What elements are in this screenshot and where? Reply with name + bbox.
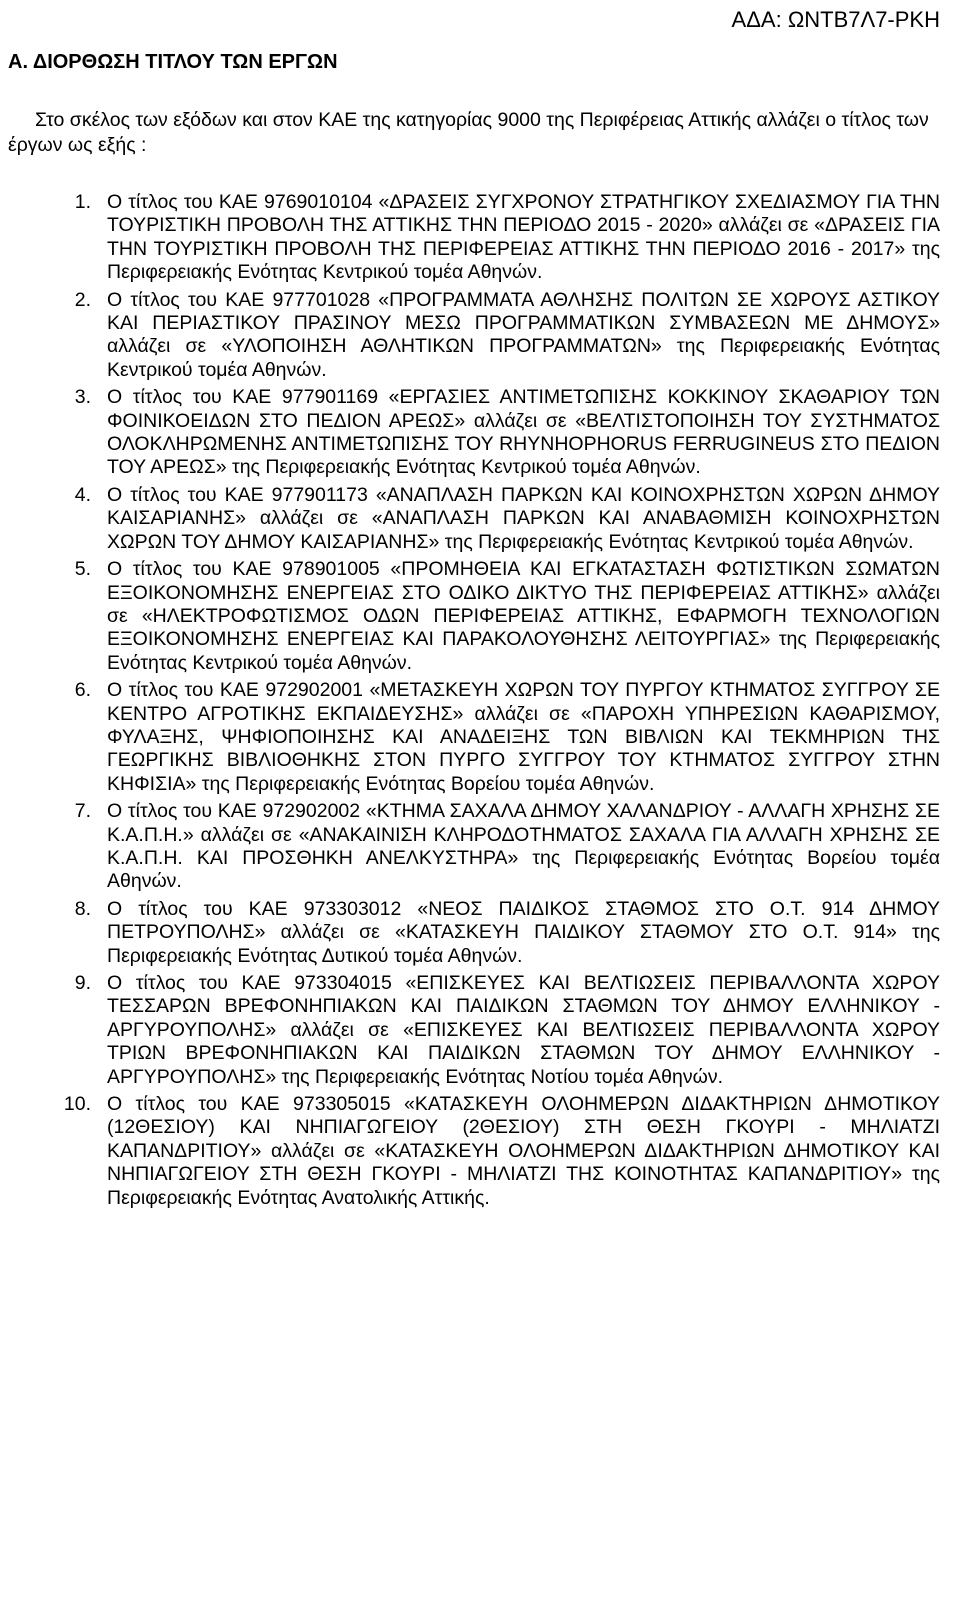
item-number: 7. <box>74 800 91 823</box>
item-text: Ο τίτλος του ΚΑΕ 9769010104 «ΔΡΑΣΕΙΣ ΣΥΓΧΡΟΝΟΥ ΣΤΡΑΤΗΓΙΚΟΥ ΣΧΕΔΙΑΣΜΟΥ ΓΙΑ ΤΗΝ ΤΟΥΡΙΣΤΙΚΗ ΠΡΟΒΟΛΗ ΤΗΣ ΑΤΤΙΚΗΣ ΤΗΝ ΠΕΡΙΟΔΟ 2015 - 2020» αλλάζει σε «ΔΡΑΣΕΙΣ ΓΙΑ ΤΗΝ ΤΟΥΡΙΣΤΙΚΗ ΠΡΟΒΟΛΗ ΤΗΣ ΠΕΡΙΦΕΡΕΙΑΣ ΑΤΤΙΚΗΣ ΤΗΝ ΠΕΡΙΟΔΟ 2016 - 2017» της Περιφερειακής Ενότητας Κεντρικού τομέα Αθηνών. <box>107 191 940 284</box>
item-number: 1. <box>74 191 91 213</box>
item-text: Ο τίτλος του ΚΑΕ 977901173 «ΑΝΑΠΛΑΣΗ ΠΑΡΚΩΝ ΚΑΙ ΚΟΙΝΟΧΡΗΣΤΩΝ ΧΩΡΩΝ ΔΗΜΟΥ ΚΑΙΣΑΡΙΑΝΗΣ» αλλάζει σε «ΑΝΑΠΛΑΣΗ ΠΑΡΚΩΝ ΚΑΙ ΑΝΑΒΑΘΜΙΣΗ ΚΟΙΝΟΧΡΗΣΤΩΝ ΧΩΡΩΝ ΤΟΥ ΔΗΜΟΥ ΚΑΙΣΑΡΙΑΝΗΣ» της Περιφερειακής Ενότητας Κεντρικού τομέα Αθηνών. <box>107 483 940 553</box>
section-heading: Α. ΔΙΟΡΘΩΣΗ ΤΙΤΛΟΥ ΤΩΝ ΕΡΓΩΝ <box>8 51 338 73</box>
list-item <box>0 558 940 675</box>
list-item <box>0 800 940 894</box>
item-number: 5. <box>74 558 91 581</box>
item-text: Ο τίτλος του ΚΑΕ 977701028 «ΠΡΟΓΡΑΜΜΑΤΑ ΑΘΛΗΣΗΣ ΠΟΛΙΤΩΝ ΣΕ ΧΩΡΟΥΣ ΑΣΤΙΚΟΥ ΚΑΙ ΠΕΡΙΑΣΤΙΚΟΥ ΠΡΑΣΙΝΟΥ ΜΕΣΩ ΠΡΟΓΡΑΜΜΑΤΙΚΩΝ ΣΥΜΒΑΣΕΩΝ ΜΕ ΔΗΜΟΥΣ» αλλάζει σε «ΥΛΟΠΟΙΗΣΗ ΑΘΛΗΤΙΚΩΝ ΠΡΟΓΡΑΜΜΑΤΩΝ» της Περιφερειακής Ενότητας Κεντρικού τομέα Αθηνών. <box>107 288 940 381</box>
item-text: Ο τίτλος του ΚΑΕ 973305015 «ΚΑΤΑΣΚΕΥΗ ΟΛΟΗΜΕΡΩΝ ΔΙΔΑΚΤΗΡΙΩΝ ΔΗΜΟΤΙΚΟΥ (12ΘΕΣΙΟΥ) ΚΑΙ ΝΗΠΙΑΓΩΓΕΙΟΥ (2ΘΕΣΙΟΥ) ΣΤΗ ΘΕΣΗ ΓΚΟΥΡΙ - ΜΗΛΙΑΤΖΙ ΚΑΠΑΝΔΡΙΤΙΟΥ» αλλάζει σε «ΚΑΤΑΣΚΕΥΗ ΟΛΟΗΜΕΡΩΝ ΔΙΔΑΚΤΗΡΙΩΝ ΔΗΜΟΤΙΚΟΥ ΚΑΙ ΝΗΠΙΑΓΩΓΕΙΟΥ ΣΤΗ ΘΕΣΗ ΓΚΟΥΡΙ - ΜΗΛΙΑΤΖΙ ΤΗΣ ΚΟΙΝΟΤΗΤΑΣ ΚΑΠΑΝΔΡΙΤΙΟΥ» της Περιφερειακής Ενότητας Ανατολικής Αττικής. <box>107 1093 940 1209</box>
title-changes-list <box>0 191 940 1214</box>
item-text: Ο τίτλος του ΚΑΕ 972902002 «ΚΤΗΜΑ ΣΑΧΑΛΑ ΔΗΜΟΥ ΧΑΛΑΝΔΡΙΟΥ - ΑΛΛΑΓΗ ΧΡΗΣΗΣ ΣΕ Κ.Α.Π.Η.» αλλάζει σε «ΑΝΑΚΑΙΝΙΣΗ ΚΛΗΡΟΔΟΤΗΜΑΤΟΣ ΣΑΧΑΛΑ ΓΙΑ ΑΛΛΑΓΗ ΧΡΗΣΗΣ ΣΕ Κ.Α.Π.Η. ΚΑΙ ΠΡΟΣΘΗΚΗ ΑΝΕΛΚΥΣΤΗΡΑ» της Περιφερειακής Ενότητας Βορείου τομέα Αθηνών. <box>107 800 940 893</box>
intro-paragraph <box>8 108 940 158</box>
list-item <box>0 679 940 796</box>
item-number: 9. <box>74 972 91 994</box>
item-number: 3. <box>74 386 91 409</box>
item-number: 8. <box>74 897 91 920</box>
item-number: 6. <box>74 679 91 702</box>
list-item <box>0 386 940 480</box>
item-text: Ο τίτλος του ΚΑΕ 973303012 «ΝΕΟΣ ΠΑΙΔΙΚΟΣ ΣΤΑΘΜΟΣ ΣΤΟ Ο.Τ. 914 ΔΗΜΟΥ ΠΕΤΡΟΥΠΟΛΗΣ» αλλάζει σε «ΚΑΤΑΣΚΕΥΗ ΠΑΙΔΙΚΟΥ ΣΤΑΘΜΟΥ ΣΤΟ Ο.Τ. 914» της Περιφερειακής Ενότητας Δυτικού τομέα Αθηνών. <box>107 897 940 967</box>
list-item <box>0 289 940 383</box>
list-item <box>0 484 940 554</box>
list-item <box>0 898 940 968</box>
intro-text: Στο σκέλος των εξόδων και στον ΚΑΕ της κατηγορίας 9000 της Περιφέρειας Αττικής αλλάζει ο τίτλος των έργων ως εξής : <box>8 109 929 156</box>
list-item <box>0 191 940 285</box>
ada-code: ΑΔΑ: ΩΝΤΒ7Λ7-ΡΚΗ <box>731 7 940 32</box>
item-text: Ο τίτλος του ΚΑΕ 977901169 «ΕΡΓΑΣΙΕΣ ΑΝΤΙΜΕΤΩΠΙΣΗΣ ΚΟΚΚΙΝΟΥ ΣΚΑΘΑΡΙΟΥ ΤΩΝ ΦΟΙΝΙΚΟΕΙΔΩΝ ΣΤΟ ΠΕΔΙΟΝ ΑΡΕΩΣ» αλλάζει σε «ΒΕΛΤΙΣΤΟΠΟΙΗΣΗ ΤΟΥ ΣΥΣΤΗΜΑΤΟΣ ΟΛΟΚΛΗΡΩΜΕΝΗΣ ΑΝΤΙΜΕΤΩΠΙΣΗΣ ΤΟΥ RHYNHOPHORUS FERRUGINEUS ΣΤΟ ΠΕΔΙΟΝ ΤΟΥ ΑΡΕΩΣ» της Περιφερειακής Ενότητας Κεντρικού τομέα Αθηνών. <box>107 386 940 479</box>
item-text: Ο τίτλος του ΚΑΕ 973304015 «ΕΠΙΣΚΕΥΕΣ ΚΑΙ ΒΕΛΤΙΩΣΕΙΣ ΠΕΡΙΒΑΛΛΟΝΤΑ ΧΩΡΟΥ ΤΕΣΣΑΡΩΝ ΒΡΕΦΟΝΗΠΙΑΚΩΝ ΚΑΙ ΠΑΙΔΙΚΩΝ ΣΤΑΘΜΩΝ ΤΟΥ ΔΗΜΟΥ ΕΛΛΗΝΙΚΟΥ - ΑΡΓΥΡΟΥΠΟΛΗΣ» αλλάζει σε «ΕΠΙΣΚΕΥΕΣ ΚΑΙ ΒΕΛΤΙΩΣΕΙΣ ΠΕΡΙΒΑΛΛΟΝΤΑ ΧΩΡΟΥ ΤΡΙΩΝ ΒΡΕΦΟΝΗΠΙΑΚΩΝ ΚΑΙ ΠΑΙΔΙΚΩΝ ΣΤΑΘΜΩΝ ΤΟΥ ΔΗΜΟΥ ΕΛΛΗΝΙΚΟΥ - ΑΡΓΥΡΟΥΠΟΛΗΣ» της Περιφερειακής Ενότητας Νοτίου τομέα Αθηνών. <box>107 972 940 1088</box>
item-number: 10. <box>63 1093 91 1116</box>
item-number: 2. <box>74 288 91 311</box>
item-text: Ο τίτλος του ΚΑΕ 978901005 «ΠΡΟΜΗΘΕΙΑ ΚΑΙ ΕΓΚΑΤΑΣΤΑΣΗ ΦΩΤΙΣΤΙΚΩΝ ΣΩΜΑΤΩΝ ΕΞΟΙΚΟΝΟΜΗΣΗΣ ΕΝΕΡΓΕΙΑΣ ΣΤΟ ΟΔΙΚΟ ΔΙΚΤΥΟ ΤΗΣ ΠΕΡΙΦΕΡΕΙΑΣ ΑΤΤΙΚΗΣ» αλλάζει σε «ΗΛΕΚΤΡΟΦΩΤΙΣΜΟΣ ΟΔΩΝ ΠΕΡΙΦΕΡΕΙΑΣ ΑΤΤΙΚΗΣ, ΕΦΑΡΜΟΓΗ ΤΕΧΝΟΛΟΓΙΩΝ ΕΞΟΙΚΟΝΟΜΗΣΗΣ ΕΝΕΡΓΕΙΑΣ ΚΑΙ ΠΑΡΑΚΟΛΟΥΘΗΣΗΣ ΛΕΙΤΟΥΡΓΙΑΣ» της Περιφερειακής Ενότητας Κεντρικού τομέα Αθηνών. <box>107 558 940 674</box>
list-item <box>0 1093 940 1210</box>
item-number: 4. <box>74 483 91 506</box>
list-item <box>0 972 940 1089</box>
item-text: Ο τίτλος του ΚΑΕ 972902001 «ΜΕΤΑΣΚΕΥΗ ΧΩΡΩΝ ΤΟΥ ΠΥΡΓΟΥ ΚΤΗΜΑΤΟΣ ΣΥΓΓΡΟΥ ΣΕ ΚΕΝΤΡΟ ΑΓΡΟΤΙΚΗΣ ΕΚΠΑΙΔΕΥΣΗΣ» αλλάζει σε «ΠΑΡΟΧΗ ΥΠΗΡΕΣΙΩΝ ΚΑΘΑΡΙΣΜΟΥ, ΦΥΛΑΞΗΣ, ΨΗΦΙΟΠΟΙΗΣΗΣ ΚΑΙ ΑΝΑΔΕΙΞΗΣ ΤΩΝ ΒΙΒΛΙΩΝ ΚΑΙ ΤΕΚΜΗΡΙΩΝ ΤΗΣ ΓΕΩΡΓΙΚΗΣ ΒΙΒΛΙΟΘΗΚΗΣ ΣΤΟΝ ΠΥΡΓΟ ΣΥΓΓΡΟΥ ΤΟΥ ΚΤΗΜΑΤΟΣ ΣΥΓΓΡΟΥ ΣΤΗΝ ΚΗΦΙΣΙΑ» της Περιφερειακής Ενότητας Βορείου τομέα Αθηνών. <box>107 679 940 795</box>
